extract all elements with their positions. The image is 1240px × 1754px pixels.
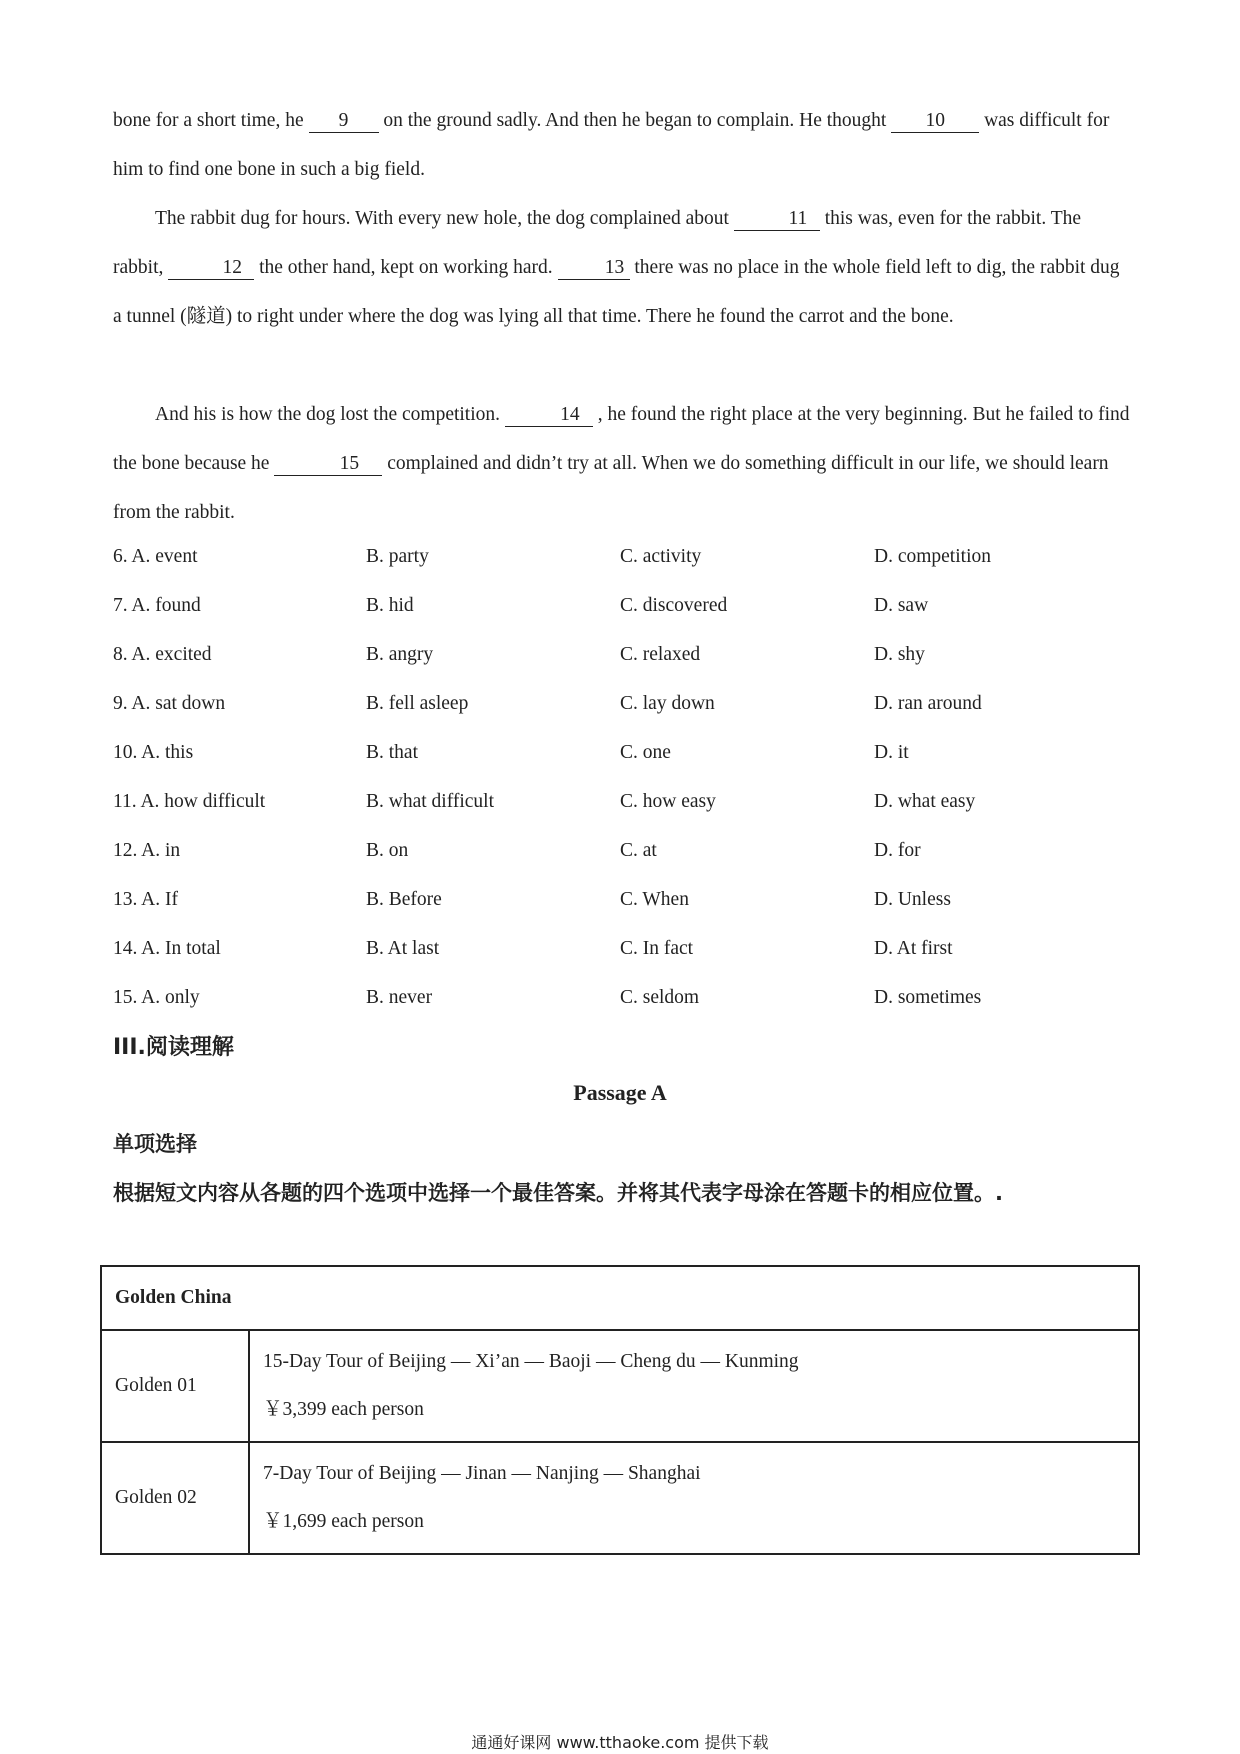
options-row-10: [113, 742, 1130, 772]
option-c: C. In fact: [620, 938, 694, 959]
option-b: B. never: [366, 987, 433, 1008]
option-c: C. lay down: [620, 693, 715, 714]
passage-text: bone for a short time, he: [113, 110, 304, 131]
options-row-13: [113, 889, 1130, 919]
options-row-6: [113, 546, 1130, 576]
option-a: 11. A. how difficult: [113, 791, 266, 812]
option-c: C. activity: [620, 546, 702, 567]
options-row-15: [113, 987, 1130, 1017]
option-a: 12. A. in: [113, 840, 181, 861]
option-b: B. Before: [366, 889, 442, 910]
option-d: D. Unless: [874, 889, 951, 910]
tour-route: 7-Day Tour of Beijing — Jinan — Nanjing — Shanghai: [263, 1463, 701, 1484]
tour-details: [249, 1330, 1139, 1442]
option-a: 10. A. this: [113, 742, 194, 763]
option-b: B. hid: [366, 595, 414, 616]
options-row-8: [113, 644, 1130, 674]
option-c: C. seldom: [620, 987, 700, 1008]
option-a: 14. A. In total: [113, 938, 221, 959]
passage-text: there was no place in the whole field left to dig, the rabbit dug a tunnel (隧道) to right under where the dog was lying all that time. There he found the carrot and the bone.: [113, 257, 1120, 327]
blank-9: 9: [309, 110, 379, 133]
table-row: [101, 1330, 1139, 1442]
passage-text: was difficult for him to find one bone in such a big field.: [113, 110, 1110, 180]
options-row-9: [113, 693, 1130, 723]
passage-text: The rabbit dug for hours. With every new hole, the dog complained about: [155, 208, 729, 229]
option-b: B. party: [366, 546, 429, 567]
option-d: D. saw: [874, 595, 929, 616]
passage-title: Passage A: [573, 1080, 667, 1105]
option-b: B. on: [366, 840, 409, 861]
option-a: 15. A. only: [113, 987, 200, 1008]
option-c: C. one: [620, 742, 671, 763]
option-d: D. competition: [874, 546, 991, 567]
option-c: C. relaxed: [620, 644, 701, 665]
blank-14: 14: [505, 404, 593, 427]
table-header: Golden China: [101, 1266, 1139, 1330]
tour-name: Golden 01: [101, 1330, 249, 1442]
option-a: 13. A. If: [113, 889, 178, 910]
option-d: D. for: [874, 840, 921, 861]
page-footer: 通通好课网 www.tthaoke.com 提供下载: [471, 1733, 769, 1752]
option-d: D. At first: [874, 938, 953, 959]
blank-11: 11: [734, 208, 820, 231]
tour-route: 15-Day Tour of Beijing — Xi’an — Baoji — Cheng du — Kunming: [263, 1351, 799, 1372]
tour-price: ￥3,399 each person: [263, 1399, 424, 1420]
instruction-text: 根据短文内容从各题的四个选项中选择一个最佳答案。并将其代表字母涂在答题卡的相应位置。.: [113, 1181, 1003, 1205]
passage-paragraph-2: [113, 194, 1130, 341]
option-a: 7. A. found: [113, 595, 201, 616]
option-c: C. discovered: [620, 595, 728, 616]
passage-text: , he found the right place at the very beginning. But he failed to find the bone because he: [113, 404, 1130, 474]
option-c: C. When: [620, 889, 689, 910]
option-b: B. At last: [366, 938, 440, 959]
option-c: C. how easy: [620, 791, 716, 812]
option-b: B. what difficult: [366, 791, 494, 812]
option-a: 6. A. event: [113, 546, 198, 567]
option-d: D. ran around: [874, 693, 982, 714]
option-d: D. shy: [874, 644, 925, 665]
passage-text: this was, even for the rabbit. The rabbit,: [113, 208, 1082, 278]
blank-15: 15: [274, 453, 382, 476]
passage-text: And his is how the dog lost the competition.: [155, 404, 501, 425]
options-row-12: [113, 840, 1130, 870]
tour-price: ￥1,699 each person: [263, 1511, 424, 1532]
option-d: D. it: [874, 742, 909, 763]
passage-text: complained and didn’t try at all. When we do something difficult in our life, we should learn from the rabbit.: [113, 453, 1109, 523]
option-d: D. sometimes: [874, 987, 982, 1008]
options-row-11: [113, 791, 1130, 821]
passage-text: the other hand, kept on working hard.: [259, 257, 553, 278]
option-b: B. angry: [366, 644, 434, 665]
option-a: 8. A. excited: [113, 644, 212, 665]
table-header-row: [101, 1266, 1139, 1330]
option-b: B. fell asleep: [366, 693, 469, 714]
section-title: III.阅读理解: [113, 1035, 234, 1060]
blank-13: 13: [558, 257, 630, 280]
options-row-14: [113, 938, 1130, 968]
option-c: C. at: [620, 840, 657, 861]
tour-table: [100, 1265, 1140, 1555]
option-a: 9. A. sat down: [113, 693, 226, 714]
passage-paragraph-3: [113, 390, 1130, 537]
option-b: B. that: [366, 742, 418, 763]
option-d: D. what easy: [874, 791, 976, 812]
blank-12: 12: [168, 257, 254, 280]
question-type-title: 单项选择: [113, 1132, 197, 1156]
passage-paragraph-1: [113, 96, 1130, 194]
passage-text: on the ground sadly. And then he began to complain. He thought: [383, 110, 887, 131]
options-row-7: [113, 595, 1130, 625]
tour-details: [249, 1442, 1139, 1554]
table-row: [101, 1442, 1139, 1554]
blank-10: 10: [891, 110, 979, 133]
tour-name: Golden 02: [101, 1442, 249, 1554]
